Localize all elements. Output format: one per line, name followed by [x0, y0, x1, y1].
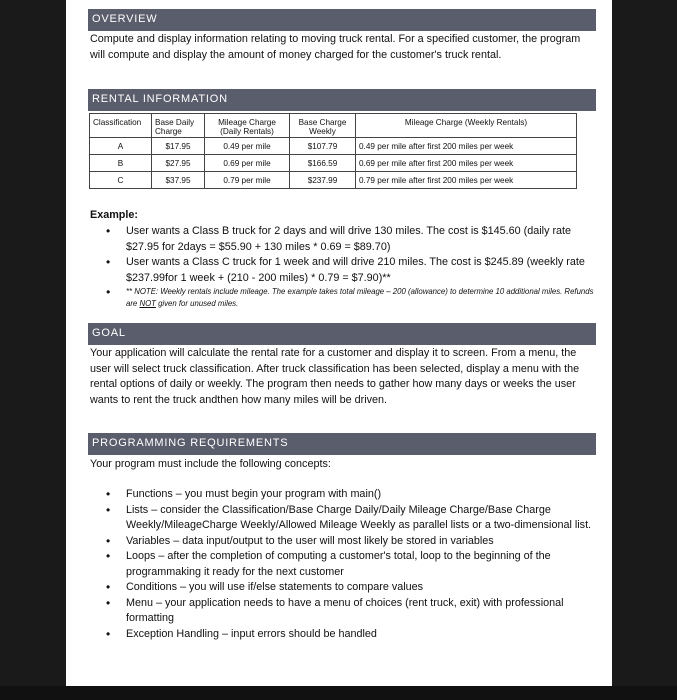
list-item: • Menu – your application needs to have a menu of choices (rent truck, exit) with professional formatting — [106, 596, 596, 627]
rental-information-header: RENTAL INFORMATION — [88, 89, 596, 111]
cell-class: B — [90, 155, 152, 172]
list-item: • Variables – data input/output to the user will most likely be stored in variables — [106, 534, 596, 550]
programming-requirements-header: PROGRAMMING REQUIREMENTS — [88, 433, 596, 455]
col-base-daily: Base Daily Charge — [152, 114, 205, 138]
col-base-weekly: Base Charge Weekly — [290, 114, 356, 138]
goal-text: Your application will calculate the rental rate for a customer and display it to screen. From a menu, the user will select truck classification. After truck classification has been selected, display a menu with the rental options of daily or weekly. The program then needs to gather how many days or weeks the user wants to rent the truck andthen how many miles will be driven. — [90, 347, 580, 406]
cell-base-daily: $27.95 — [152, 155, 205, 172]
rental-table — [89, 113, 577, 189]
col-mileage-weekly: Mileage Charge (Weekly Rentals) — [356, 114, 577, 138]
cell-class: A — [90, 138, 152, 155]
requirements-list — [106, 487, 596, 642]
col-classification: Classification — [90, 114, 152, 138]
cell-base-weekly: $237.99 — [290, 172, 356, 189]
list-item: • Conditions – you will use if/else statements to compare values — [106, 580, 596, 596]
list-item: • User wants a Class C truck for 1 week and will drive 210 miles. The cost is $245.89 (weekly rate $237.99for 1 week + (210 - 200 miles) * 0.79 = $7.90)** — [106, 255, 596, 286]
example-note — [106, 286, 596, 310]
document-page — [66, 0, 612, 700]
overview-text: Compute and display information relating to moving truck rental. For a specified customer, the program will compute and display the amount of money charged for the customer's truck rental. — [90, 33, 581, 61]
example-list — [106, 224, 596, 310]
table-row — [90, 172, 577, 189]
cell-mileage-daily: 0.69 per mile — [205, 155, 290, 172]
cell-mileage-weekly: 0.79 per mile after first 200 miles per week — [356, 172, 577, 189]
list-item: • Lists – consider the Classification/Base Charge Daily/Daily Mileage Charge/Base Charge Weekly/MileageCharge Weekly/Allowed Mileage Weekly as parallel lists or a two-dimensional list. — [106, 503, 596, 534]
list-item: • Functions – you must begin your program with main() — [106, 487, 596, 503]
list-item: • Exception Handling – input errors should be handled — [106, 627, 596, 643]
overview-header: OVERVIEW — [88, 9, 596, 31]
cell-mileage-weekly: 0.69 per mile after first 200 miles per week — [356, 155, 577, 172]
cell-class: C — [90, 172, 152, 189]
table-row — [90, 138, 577, 155]
cell-base-weekly: $166.59 — [290, 155, 356, 172]
list-item: • User wants a Class B truck for 2 days and will drive 130 miles. The cost is $145.60 (daily rate $27.95 for 2days = $55.90 + 130 miles * 0.69 = $89.70) — [106, 224, 596, 255]
note-underlined: NOT — [139, 299, 156, 308]
note-text-before: ** NOTE: Weekly rentals include mileage. The example takes total mileage – 200 (allowance) to determine 10 additional miles. Refunds are — [126, 287, 594, 308]
list-item: • Loops – after the completion of computing a customer's total, loop to the beginning of the programmaking it ready for the next customer — [106, 549, 596, 580]
bottom-edge-bar — [0, 686, 677, 700]
cell-base-daily: $17.95 — [152, 138, 205, 155]
cell-base-daily: $37.95 — [152, 172, 205, 189]
cell-mileage-weekly: 0.49 per mile after first 200 miles per week — [356, 138, 577, 155]
goal-header: GOAL — [88, 323, 596, 345]
cell-mileage-daily: 0.79 per mile — [205, 172, 290, 189]
rental-table-header-row — [90, 114, 577, 138]
cell-mileage-daily: 0.49 per mile — [205, 138, 290, 155]
table-row — [90, 155, 577, 172]
example-label: Example: — [90, 209, 139, 221]
cell-base-weekly: $107.79 — [290, 138, 356, 155]
requirements-intro: Your program must include the following concepts: — [90, 458, 331, 470]
col-mileage-daily: Mileage Charge (Daily Rentals) — [205, 114, 290, 138]
note-text-after: given for unused miles. — [155, 299, 239, 308]
